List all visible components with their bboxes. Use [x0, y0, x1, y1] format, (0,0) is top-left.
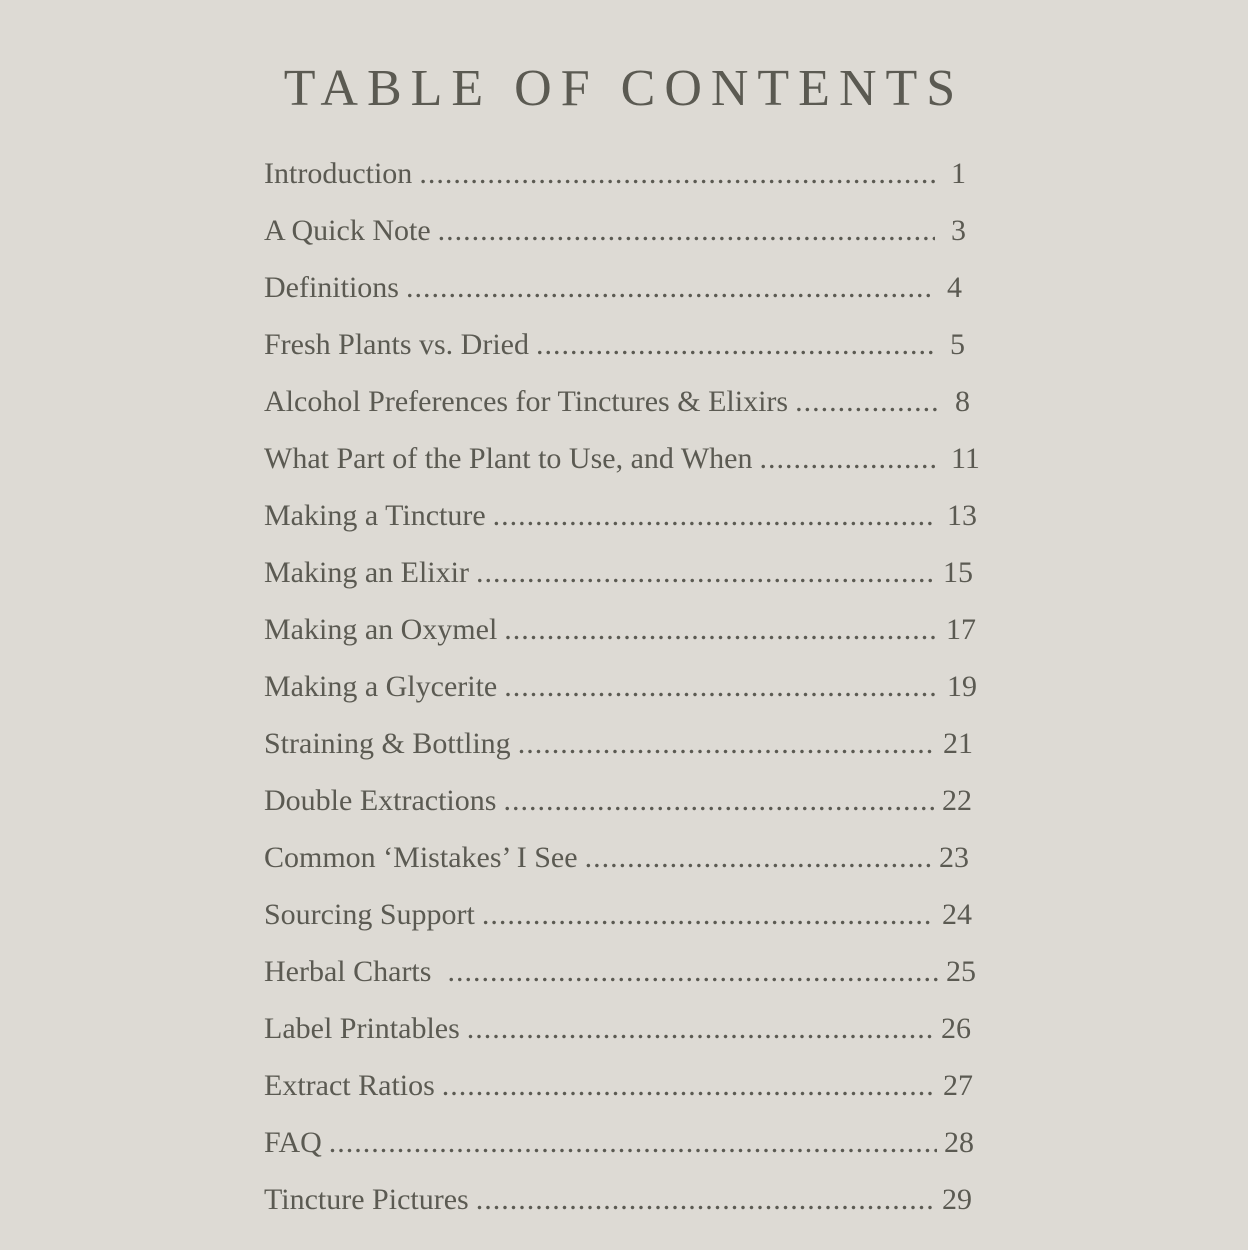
toc-leader-dots: [438, 209, 935, 253]
toc-entry[interactable]: [264, 1064, 984, 1121]
toc-entry[interactable]: [264, 494, 984, 551]
toc-leader-dots: [467, 1007, 934, 1051]
toc-entry-label: A Quick Note: [264, 214, 431, 247]
toc-entry[interactable]: [264, 209, 984, 266]
toc-entry[interactable]: [264, 323, 984, 380]
toc-entry[interactable]: [264, 608, 984, 665]
toc-leader-dots: [476, 1178, 935, 1222]
toc-entry-page: 13: [947, 499, 977, 532]
toc-entry[interactable]: [264, 950, 984, 1007]
toc-entry[interactable]: [264, 1178, 984, 1235]
toc-leader-dots: [329, 1121, 937, 1165]
toc-entry-page: 11: [951, 442, 980, 475]
toc-entry[interactable]: [264, 152, 984, 209]
toc-leader-dots: [476, 551, 934, 595]
toc-entry[interactable]: [264, 437, 984, 494]
toc-entry-page: 15: [943, 556, 973, 589]
toc-entry-page: 25: [946, 955, 976, 988]
toc-entry-label: FAQ: [264, 1126, 322, 1159]
toc-entry-label: Definitions: [264, 271, 399, 304]
toc-entry-label: Introduction: [264, 157, 413, 190]
toc-leader-dots: [504, 608, 938, 652]
page-title: TABLE OF CONTENTS: [283, 59, 965, 117]
toc-entry[interactable]: [264, 722, 984, 779]
toc-leader-dots: [482, 893, 934, 937]
toc-leader-dots: [536, 323, 933, 367]
toc-entry[interactable]: [264, 1007, 984, 1064]
toc-entry[interactable]: [264, 665, 984, 722]
toc-entry[interactable]: [264, 266, 984, 323]
toc-leader-dots: [518, 722, 935, 766]
toc-entry-page: 3: [951, 214, 966, 247]
toc-entry[interactable]: [264, 836, 984, 893]
toc-entry-page: 4: [947, 271, 962, 304]
toc-entry-page: 27: [943, 1069, 973, 1102]
toc-leader-dots: [447, 950, 938, 994]
toc-entry-page: 19: [947, 670, 977, 703]
toc-entry-label: Straining & Bottling: [264, 727, 511, 760]
toc-entry[interactable]: [264, 779, 984, 836]
toc-entry-page: 26: [941, 1012, 971, 1045]
toc-entry[interactable]: [264, 893, 984, 950]
toc-entry-page: 23: [939, 841, 969, 874]
toc-leader-dots: [504, 665, 938, 709]
toc-entry-page: 17: [946, 613, 976, 646]
toc-entry-page: 8: [955, 385, 970, 418]
toc-leader-dots: [406, 266, 932, 310]
toc-entry-page: 29: [942, 1183, 972, 1216]
toc-entry[interactable]: [264, 551, 984, 608]
toc-entry-label: Label Printables: [264, 1012, 460, 1045]
toc-entry-label: Extract Ratios: [264, 1069, 435, 1102]
toc-entry-page: 5: [950, 328, 965, 361]
toc-entry-label: Sourcing Support: [264, 898, 475, 931]
toc-entry-label: Making a Glycerite: [264, 670, 498, 703]
toc-entry-label: Common ‘Mistakes’ I See: [264, 841, 578, 874]
toc-leader-dots: [795, 380, 938, 424]
toc-entry-label: Herbal Charts: [264, 955, 432, 988]
toc-list: [264, 152, 984, 1235]
toc-entry-label: Making a Tincture: [264, 499, 486, 532]
toc-entry-label: Tincture Pictures: [264, 1183, 469, 1216]
toc-entry-label: Making an Oxymel: [264, 613, 498, 646]
toc-leader-dots: [493, 494, 932, 538]
toc-entry-label: Double Extractions: [264, 784, 497, 817]
toc-entry-page: 28: [944, 1126, 974, 1159]
toc-leader-dots: [760, 437, 936, 481]
toc-entry-page: 21: [943, 727, 973, 760]
toc-leader-dots: [442, 1064, 935, 1108]
toc-entry[interactable]: [264, 1121, 984, 1178]
toc-entry-label: Alcohol Preferences for Tinctures & Elixirs: [264, 385, 789, 418]
toc-entry-label: Making an Elixir: [264, 556, 469, 589]
toc-entry-page: 24: [942, 898, 972, 931]
toc-leader-dots: [419, 152, 935, 196]
toc-leader-dots: [503, 779, 934, 823]
toc-entry-page: 22: [942, 784, 972, 817]
toc-leader-dots: [585, 836, 932, 880]
toc-entry[interactable]: [264, 380, 984, 437]
toc-entry-label: What Part of the Plant to Use, and When: [264, 442, 753, 475]
toc-entry-page: 1: [951, 157, 966, 190]
toc-entry-label: Fresh Plants vs. Dried: [264, 328, 529, 361]
